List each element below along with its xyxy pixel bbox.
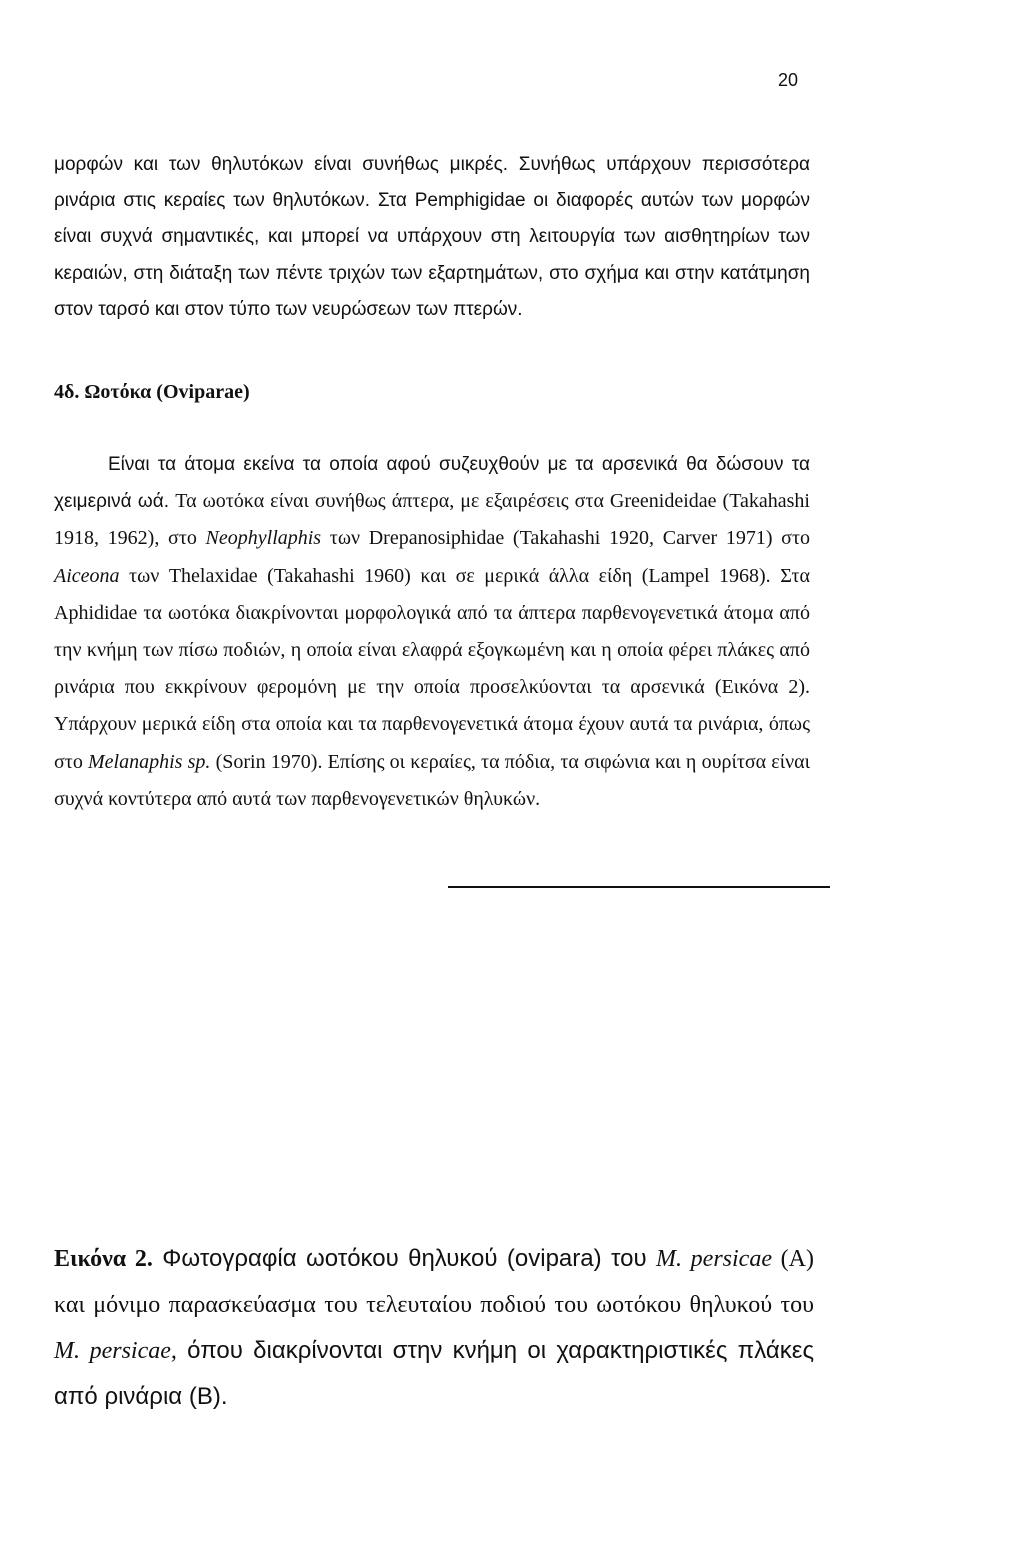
body-sentence-1: Είναι τα άτομα εκείνα τα οποία αφού συζευχθούν με τα αρσενικά θα δώσουν τα χειμερινά ωά. <box>54 454 810 513</box>
caption-text-2: (A) και μόνιμο παρασκεύασμα του τελευταίου ποδιού του ωοτόκου θηλυκού του <box>54 1246 814 1318</box>
body-sentence-5: Στα Aphididae τα ωοτόκα διακρίνονται μορφολογικά από τα άπτερα παρθενογενετικά άτομα από την κνήμη των πίσω ποδιών, η οποία είναι ελαφρά εξογκωμένη και η οποία φέρει πλάκες από ρινάρια που εκκρίνουν φερομόνη με την οποία προσελκύονται τα αρσενικά (Εικόνα 2). Υπάρχουν μερικά είδη στα οποία και τα παρθενογενετικά άτομα έχουν αυτά τα ρινάρια, όπως στο <box>54 564 810 773</box>
intro-paragraph: μορφών και των θηλυτόκων είναι συνήθως μικρές. Συνήθως υπάρχουν περισσότερα ρινάρια στις κεραίες των θηλυτόκων. Στα Pemphigidae οι διαφορές αυτών των μορφών είναι συχνά σημαντικές, και μπορεί να υπάρχουν στη λειτουργία των αισθητηρίων των κεραιών, στη διάταξη των πέντε τριχών των εξαρτημάτων, στο σχήμα και στην κατάτμηση στον ταρσό και στον τύπο των νευρώσεων των πτερών. <box>54 154 810 320</box>
separator-rule <box>448 886 830 888</box>
taxon-neophyllaphis: Neophyllaphis <box>205 527 322 550</box>
caption-text-1: Φωτογραφία ωοτόκου θηλυκού (ovipara) του <box>152 1245 656 1272</box>
caption-taxon-2: M. persicae, <box>54 1338 177 1364</box>
body-sentence-2: Τα ωοτόκα είναι συνήθως άπτερα, με εξαιρέσεις στα Greenideidae (Takahashi 1918, 1962), στο <box>54 490 810 550</box>
body-sentence-4: των Thelaxidae (Takahashi 1960) και σε μερικά άλλα είδη (Lampel 1968). <box>119 564 781 587</box>
caption-text-3: όπου διακρίνονται στην κνήμη οι χαρακτηριστικές πλάκες από ρινάρια (B). <box>54 1337 815 1410</box>
figure-caption <box>54 1236 814 1419</box>
section-body <box>54 447 810 818</box>
page-number: 20 <box>777 70 798 90</box>
taxon-melanaphis: Melanaphis sp. <box>88 750 211 773</box>
taxon-aiceona: Aiceona <box>54 564 120 587</box>
body-sentence-3: των Drepanosiphidae (Takahashi 1920, Carver 1971) στο <box>321 527 810 550</box>
section-heading: 4δ. Ωοτόκα (Oviparae) <box>54 381 250 403</box>
body-sentence-7: Επίσης οι κεραίες, τα πόδια, τα σιφώνια και η ουρίτσα είναι συχνά κοντύτερα από αυτά των παρθενογενετικών θηλυκών. <box>54 750 810 810</box>
body-sentence-6: (Sorin 1970). <box>210 750 328 773</box>
caption-label: Εικόνα 2. <box>54 1246 153 1272</box>
caption-taxon-1: M. persicae <box>655 1246 772 1272</box>
